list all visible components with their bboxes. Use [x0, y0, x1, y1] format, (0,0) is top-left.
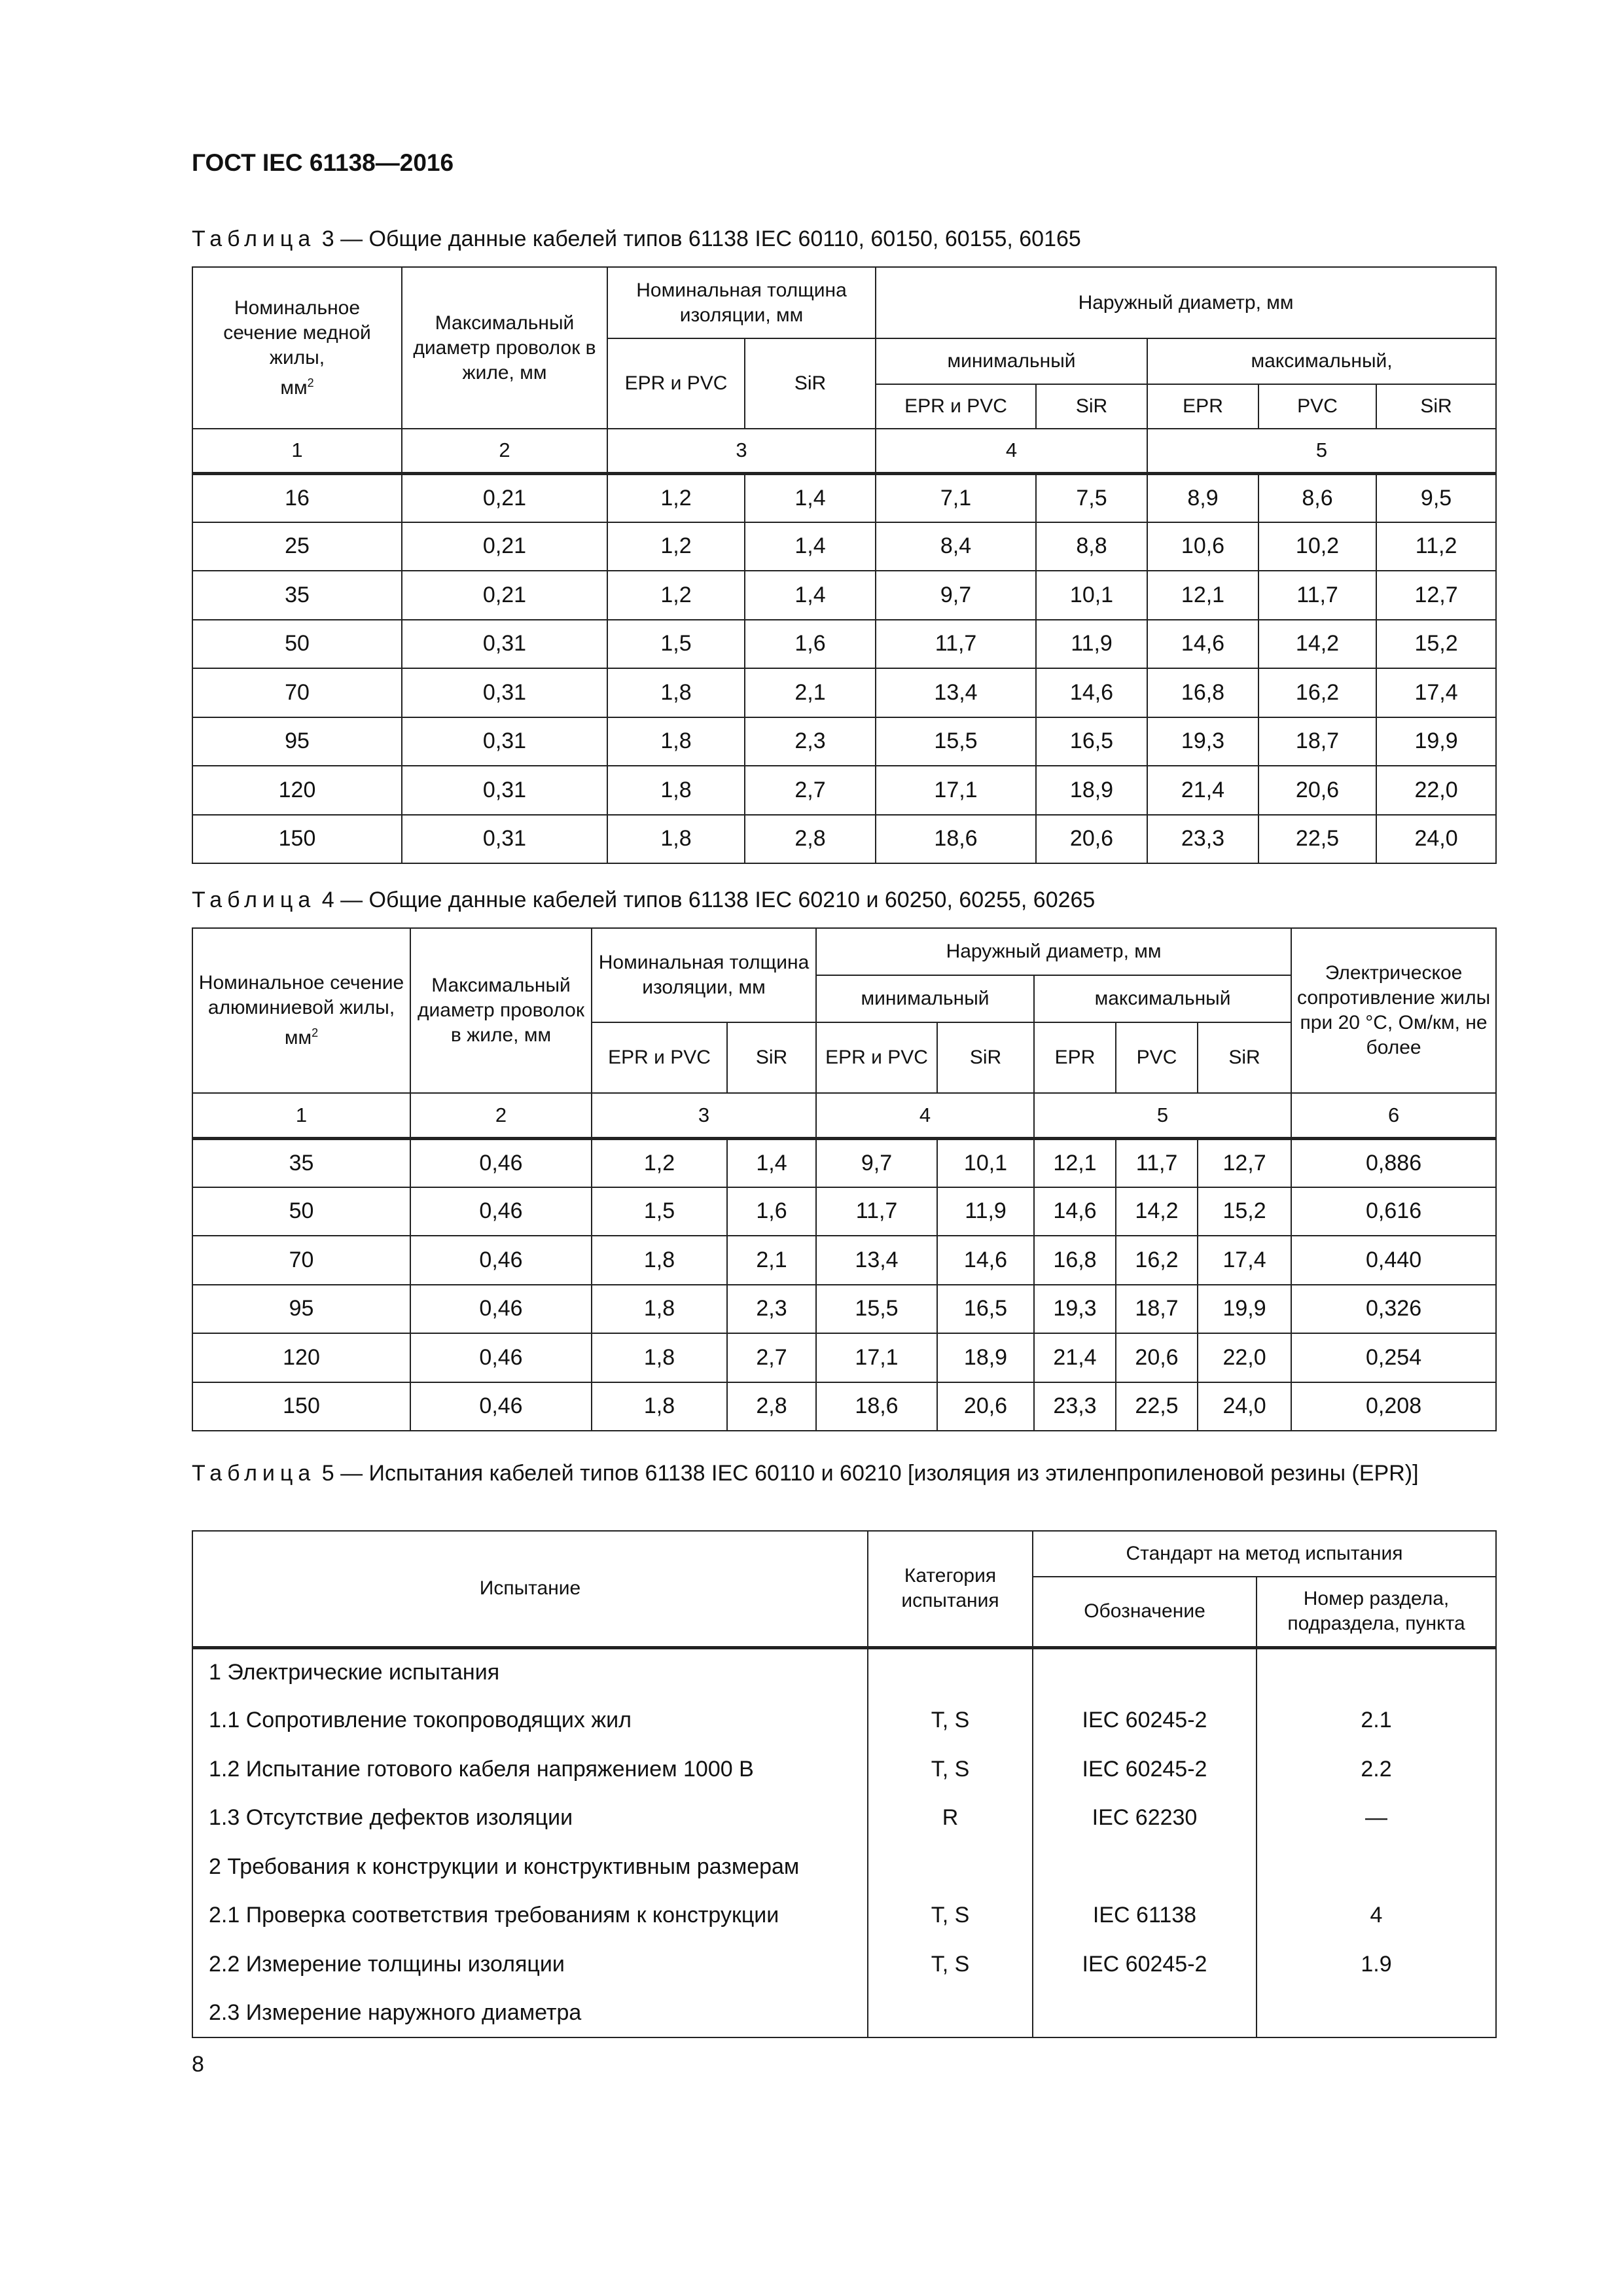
table-cell: 0,31 [402, 620, 607, 669]
table4-header-min-epr-pvc: EPR и PVC [816, 1022, 937, 1093]
table-cell: 24,0 [1198, 1382, 1291, 1431]
table3-body [192, 473, 1496, 863]
table-cell: 0,46 [410, 1333, 592, 1382]
table-cell: 1,8 [607, 766, 745, 815]
table3-header-section: Номинальное сечение медной жилы, $мм^2$ [192, 267, 402, 429]
table-cell: 1.1 Сопротивление токопроводящих жил [192, 1696, 868, 1746]
table-cell: 1,4 [727, 1138, 816, 1187]
table-cell: 0,31 [402, 815, 607, 864]
table-cell: 1,2 [607, 571, 745, 620]
table-cell: 35 [192, 571, 402, 620]
table-cell: 4 [1257, 1892, 1496, 1941]
table-cell: 15,5 [816, 1285, 937, 1334]
table-row [192, 522, 1496, 571]
table-cell: 25 [192, 522, 402, 571]
table-cell: 0,254 [1291, 1333, 1496, 1382]
table4-body [192, 1138, 1496, 1431]
table-cell: 15,2 [1198, 1187, 1291, 1236]
table-cell: 2,1 [745, 668, 876, 717]
table4-header-max: максимальный [1034, 975, 1291, 1022]
table-cell: 14,6 [937, 1236, 1034, 1285]
table-cell: 19,3 [1034, 1285, 1116, 1334]
table-row [192, 620, 1496, 669]
table5-body [192, 1647, 1496, 2037]
table-cell: 21,4 [1147, 766, 1258, 815]
table-cell: 150 [192, 815, 402, 864]
table-cell: 15,2 [1376, 620, 1496, 669]
table3-header-max-sir: SiR [1376, 384, 1496, 429]
table-cell [1033, 1989, 1257, 2038]
table-cell: 16,2 [1116, 1236, 1198, 1285]
table-cell: IEC 60245-2 [1033, 1940, 1257, 1989]
table-cell: 2.2 [1257, 1745, 1496, 1794]
table-cell: 18,6 [816, 1382, 937, 1431]
table-cell: 2.1 Проверка соответствия требованиям к конструкции [192, 1892, 868, 1941]
table-cell: 2,3 [745, 717, 876, 766]
table-cell: 1.2 Испытание готового кабеля напряжением 1000 В [192, 1745, 868, 1794]
table-row [192, 1842, 1496, 1892]
table-cell: 12,7 [1376, 571, 1496, 620]
table-cell: 16,8 [1147, 668, 1258, 717]
table-cell [1257, 1647, 1496, 1696]
table-cell: 0,46 [410, 1236, 592, 1285]
table-cell: 0,886 [1291, 1138, 1496, 1187]
table4-header-max-epr: EPR [1034, 1022, 1116, 1093]
table-cell: 2,7 [745, 766, 876, 815]
table3-header-wire: Максимальный диаметр проволок в жиле, мм [402, 267, 607, 429]
table4-header-wire: Максимальный диаметр проволок в жиле, мм [410, 928, 592, 1093]
table3-header-outer: Наружный диаметр, мм [876, 267, 1496, 338]
table-cell: 11,7 [876, 620, 1036, 669]
table-cell: 17,4 [1198, 1236, 1291, 1285]
table-cell: 11,2 [1376, 522, 1496, 571]
table5-caption-label: Таблица [192, 1461, 316, 1486]
table-cell: 2,1 [727, 1236, 816, 1285]
table-cell: T, S [868, 1892, 1033, 1941]
table4-header-sir: SiR [727, 1022, 816, 1093]
table-cell: 19,3 [1147, 717, 1258, 766]
table4-header-min: минимальный [816, 975, 1034, 1022]
table-row [192, 1892, 1496, 1941]
table-cell: 1,8 [592, 1382, 727, 1431]
table-cell: 16,5 [937, 1285, 1034, 1334]
table-row [192, 1647, 1496, 1696]
table-cell: 1.3 Отсутствие дефектов изоляции [192, 1794, 868, 1843]
table5-caption [192, 1458, 1495, 1488]
table-cell: 1,5 [607, 620, 745, 669]
table-cell: IEC 61138 [1033, 1892, 1257, 1941]
table-cell: T, S [868, 1696, 1033, 1746]
document-header: ГОСТ IEC 61138—2016 [192, 149, 454, 176]
table-cell: 8,9 [1147, 473, 1258, 522]
table-cell: 2.3 Измерение наружного диаметра [192, 1989, 868, 2038]
table-row [192, 1285, 1496, 1334]
table-cell: 1,6 [745, 620, 876, 669]
table-row [192, 1696, 1496, 1746]
table-cell: 9,5 [1376, 473, 1496, 522]
table-cell: 1 Электрические испытания [192, 1647, 868, 1696]
table-cell: IEC 60245-2 [1033, 1745, 1257, 1794]
table-cell: 22,5 [1258, 815, 1376, 864]
table5-header-test: Испытание [192, 1531, 868, 1647]
table-cell: 2 Требования к конструкции и конструктивным размерам [192, 1842, 868, 1892]
table-cell: 24,0 [1376, 815, 1496, 864]
table4-caption [192, 885, 1095, 915]
table-cell: 35 [192, 1138, 410, 1187]
table5-caption-text: 5 — Испытания кабелей типов 61138 IEC 60110 и 60210 [изоляция из этиленпропиленовой резины (EPR)] [315, 1461, 1419, 1486]
table3-header-min-epr-pvc: EPR и PVC [876, 384, 1036, 429]
table4-header-max-pvc: PVC [1116, 1022, 1198, 1093]
table-cell: 1,4 [745, 571, 876, 620]
table-cell: 20,6 [1258, 766, 1376, 815]
table-cell: 13,4 [876, 668, 1036, 717]
table-row [192, 571, 1496, 620]
table-cell: 0,31 [402, 717, 607, 766]
table-cell: 1,2 [607, 522, 745, 571]
table-row [192, 668, 1496, 717]
table-cell: 1,4 [745, 522, 876, 571]
table-cell: 9,7 [876, 571, 1036, 620]
table3-header-epr-pvc: EPR и PVC [607, 338, 745, 429]
table-cell: 14,6 [1147, 620, 1258, 669]
table3-header-insulation: Номинальная толщина изоляции, мм [607, 267, 876, 338]
table-cell: 7,5 [1036, 473, 1147, 522]
table-cell: 23,3 [1034, 1382, 1116, 1431]
table-cell: 1,2 [592, 1138, 727, 1187]
table-cell: 22,0 [1198, 1333, 1291, 1382]
table-cell: 14,6 [1034, 1187, 1116, 1236]
table-cell: 18,7 [1258, 717, 1376, 766]
table-cell: 10,6 [1147, 522, 1258, 571]
table-cell: 11,9 [937, 1187, 1034, 1236]
table-cell: 0,46 [410, 1138, 592, 1187]
table3-caption [192, 224, 1081, 254]
table-row [192, 1989, 1496, 2038]
table3-header-sir: SiR [745, 338, 876, 429]
table-cell: 0,326 [1291, 1285, 1496, 1334]
page-number: 8 [192, 2052, 204, 2077]
table-cell: IEC 60245-2 [1033, 1696, 1257, 1746]
table-cell: 70 [192, 1236, 410, 1285]
table-cell: 1,8 [607, 668, 745, 717]
table4-header-outer: Наружный диаметр, мм [816, 928, 1291, 975]
table-cell: 19,9 [1198, 1285, 1291, 1334]
table-cell: 1,4 [745, 473, 876, 522]
table-cell [1033, 1842, 1257, 1892]
table3 [192, 266, 1497, 864]
table-cell: — [1257, 1794, 1496, 1843]
table-cell: 8,6 [1258, 473, 1376, 522]
table-cell: 0,46 [410, 1285, 592, 1334]
table-cell: 0,46 [410, 1382, 592, 1431]
table5-header-standard: Стандарт на метод испытания [1033, 1531, 1496, 1577]
table-cell: 20,6 [1036, 815, 1147, 864]
table-cell: 20,6 [1116, 1333, 1198, 1382]
table-cell: 22,0 [1376, 766, 1496, 815]
table-cell: 18,9 [937, 1333, 1034, 1382]
table4-header-section: Номинальное сечение алюминиевой жилы, $мм^2$ [192, 928, 410, 1093]
table5-header-clause: Номер раздела, подраздела, пункта [1257, 1577, 1496, 1647]
table-cell: 19,9 [1376, 717, 1496, 766]
table-cell: 16,5 [1036, 717, 1147, 766]
table3-header-min: минимальный [876, 338, 1147, 384]
table3-caption-label: Таблица [192, 226, 316, 251]
table4-caption-label: Таблица [192, 888, 316, 912]
table-cell: 1.9 [1257, 1940, 1496, 1989]
table-cell: 150 [192, 1382, 410, 1431]
table-cell: 120 [192, 766, 402, 815]
table3-header-max: максимальный, [1147, 338, 1496, 384]
table-row [192, 1187, 1496, 1236]
table-cell: 2,3 [727, 1285, 816, 1334]
table-cell [868, 1647, 1033, 1696]
table-cell: 2,8 [727, 1382, 816, 1431]
table-row [192, 1236, 1496, 1285]
table3-header-min-sir: SiR [1036, 384, 1147, 429]
table-cell: 14,2 [1258, 620, 1376, 669]
table-cell: 1,8 [607, 717, 745, 766]
table-cell: 7,1 [876, 473, 1036, 522]
table-cell: 16,2 [1258, 668, 1376, 717]
table-cell: 0,21 [402, 473, 607, 522]
table4-header-max-sir: SiR [1198, 1022, 1291, 1093]
table-cell: 11,7 [1116, 1138, 1198, 1187]
table-cell: 11,9 [1036, 620, 1147, 669]
table-cell: 12,1 [1034, 1138, 1116, 1187]
table-row [192, 1333, 1496, 1382]
table-cell: 50 [192, 1187, 410, 1236]
table-row [192, 1745, 1496, 1794]
table-row [192, 1940, 1496, 1989]
table-cell: 1,6 [727, 1187, 816, 1236]
table-cell: 50 [192, 620, 402, 669]
table4-column-numbers: 1 2 3 4 5 6 [192, 1093, 1496, 1138]
table-cell: 18,6 [876, 815, 1036, 864]
table3-header-max-epr: EPR [1147, 384, 1258, 429]
table-cell: 0,21 [402, 522, 607, 571]
table-cell: 20,6 [937, 1382, 1034, 1431]
table-cell: IEC 62230 [1033, 1794, 1257, 1843]
table-cell: 17,4 [1376, 668, 1496, 717]
table-row [192, 717, 1496, 766]
table-cell: 22,5 [1116, 1382, 1198, 1431]
table-cell: 9,7 [816, 1138, 937, 1187]
table5 [192, 1530, 1497, 2038]
table-cell: 1,2 [607, 473, 745, 522]
table-cell [1033, 1647, 1257, 1696]
table-cell: 0,31 [402, 766, 607, 815]
table-row [192, 815, 1496, 864]
table4-caption-text: 4 — Общие данные кабелей типов 61138 IEC 60210 и 60250, 60255, 60265 [315, 888, 1096, 912]
table-cell: 120 [192, 1333, 410, 1382]
table-row [192, 473, 1496, 522]
table-cell: 16,8 [1034, 1236, 1116, 1285]
table-cell: 23,3 [1147, 815, 1258, 864]
table-cell: R [868, 1794, 1033, 1843]
table3-header-max-pvc: PVC [1258, 384, 1376, 429]
table-cell: 0,21 [402, 571, 607, 620]
table-cell: 1,8 [607, 815, 745, 864]
table-cell: 0,31 [402, 668, 607, 717]
table-cell: 1,8 [592, 1333, 727, 1382]
table4-header-resistance: Электрическое сопротивление жилы при 20 °С, Ом/км, не более [1291, 928, 1496, 1093]
table-cell: 10,1 [1036, 571, 1147, 620]
table-cell: 0,616 [1291, 1187, 1496, 1236]
table-cell: 1,5 [592, 1187, 727, 1236]
table-cell: 10,1 [937, 1138, 1034, 1187]
table-cell: 70 [192, 668, 402, 717]
table-row [192, 1382, 1496, 1431]
table4 [192, 927, 1497, 1431]
table3-caption-text: 3 — Общие данные кабелей типов 61138 IEC 60110, 60150, 60155, 60165 [315, 226, 1081, 251]
table-cell: 1,8 [592, 1236, 727, 1285]
table-cell: 8,4 [876, 522, 1036, 571]
table-cell: 11,7 [816, 1187, 937, 1236]
table-cell: 17,1 [876, 766, 1036, 815]
table4-header-min-sir: SiR [937, 1022, 1034, 1093]
table-cell [868, 1842, 1033, 1892]
table-cell: 14,2 [1116, 1187, 1198, 1236]
table5-header-category: Категория испытания [868, 1531, 1033, 1647]
table-cell: 2.1 [1257, 1696, 1496, 1746]
table-cell: 12,7 [1198, 1138, 1291, 1187]
table-cell: 16 [192, 473, 402, 522]
table-cell [1257, 1842, 1496, 1892]
table-cell: 95 [192, 717, 402, 766]
table-cell: 11,7 [1258, 571, 1376, 620]
table-cell: 13,4 [816, 1236, 937, 1285]
table-row [192, 766, 1496, 815]
table3-column-numbers: 1 2 3 4 5 [192, 429, 1496, 473]
table-cell: 0,46 [410, 1187, 592, 1236]
table-cell: 12,1 [1147, 571, 1258, 620]
table4-header-epr-pvc: EPR и PVC [592, 1022, 727, 1093]
table-cell [868, 1989, 1033, 2038]
table5-header-designation: Обозначение [1033, 1577, 1257, 1647]
table-cell: 2.2 Измерение толщины изоляции [192, 1940, 868, 1989]
table-cell: T, S [868, 1745, 1033, 1794]
table-row [192, 1794, 1496, 1843]
table-cell: 0,208 [1291, 1382, 1496, 1431]
table-cell: 14,6 [1036, 668, 1147, 717]
table4-header-insulation: Номинальная толщина изоляции, мм [592, 928, 816, 1022]
table-cell: 18,7 [1116, 1285, 1198, 1334]
table-cell: 15,5 [876, 717, 1036, 766]
table-cell: 17,1 [816, 1333, 937, 1382]
table-cell: T, S [868, 1940, 1033, 1989]
table-cell [1257, 1989, 1496, 2038]
table-cell: 18,9 [1036, 766, 1147, 815]
table-cell: 95 [192, 1285, 410, 1334]
table-cell: 2,7 [727, 1333, 816, 1382]
table-cell: 0,440 [1291, 1236, 1496, 1285]
table-cell: 2,8 [745, 815, 876, 864]
table-cell: 8,8 [1036, 522, 1147, 571]
table-cell: 10,2 [1258, 522, 1376, 571]
table-cell: 1,8 [592, 1285, 727, 1334]
table-cell: 21,4 [1034, 1333, 1116, 1382]
table-row [192, 1138, 1496, 1187]
